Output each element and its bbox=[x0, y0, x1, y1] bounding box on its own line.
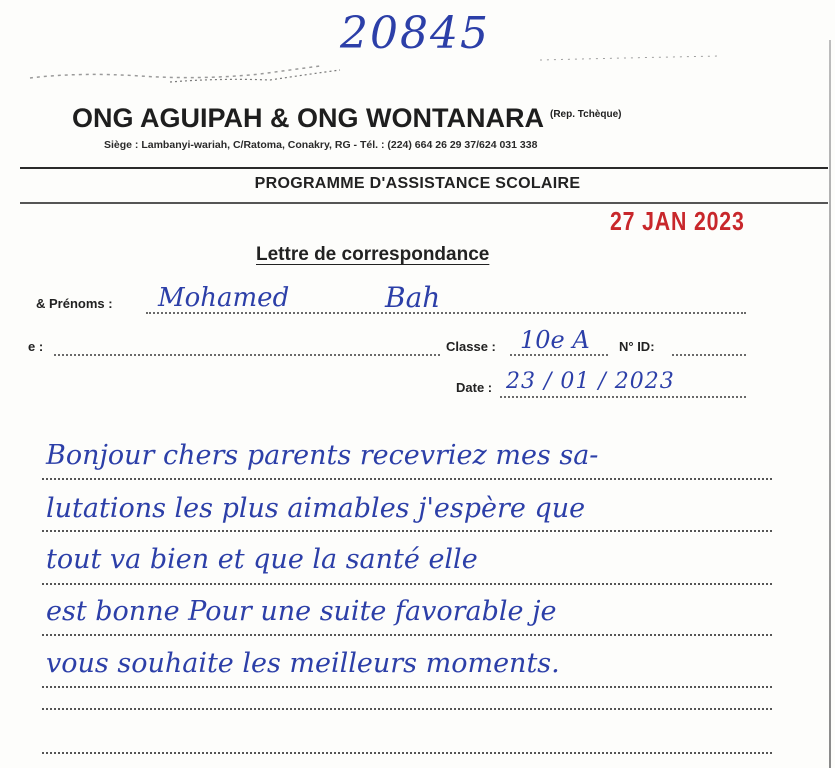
letter-rule-3 bbox=[42, 583, 772, 585]
letter-rule-4 bbox=[42, 634, 772, 636]
letter-rule-2 bbox=[42, 530, 772, 532]
letter-rule-6 bbox=[42, 708, 772, 710]
organization-note: (Rep. Tchèque) bbox=[549, 109, 622, 120]
letter-rule-5 bbox=[42, 686, 772, 688]
received-date-stamp: 27 JAN 2023 bbox=[610, 206, 745, 236]
letter-line-5: vous souhaite les meilleurs moments. bbox=[46, 648, 560, 679]
id-field-line bbox=[672, 354, 746, 356]
page-edge bbox=[829, 40, 831, 768]
first-name-value: Mohamed bbox=[158, 283, 290, 313]
letter-line-2: lutations les plus aimables j'espère que bbox=[46, 493, 586, 524]
class-value: 10e A bbox=[520, 326, 590, 354]
date-field-line bbox=[500, 396, 746, 398]
letter-line-1: Bonjour chers parents recevriez mes sa- bbox=[46, 440, 599, 471]
header-divider-bottom bbox=[20, 202, 828, 204]
letter-line-4: est bonne Pour une suite favorable je bbox=[46, 596, 557, 627]
organization-name: ONG AGUIPAH & ONG WONTANARA bbox=[72, 103, 544, 133]
header-divider-top bbox=[20, 167, 828, 169]
letter-title: Lettre de correspondance bbox=[256, 244, 490, 265]
organization-title bbox=[72, 103, 762, 134]
letter-line-3: tout va bien et que la santé elle bbox=[46, 544, 478, 575]
letter-rule-7 bbox=[42, 752, 772, 754]
school-field-line bbox=[54, 354, 440, 356]
organization-address: Siège : Lambanyi-wariah, C/Ratoma, Conakry, RG - Tél. : (224) 664 26 29 37/624 031 338 bbox=[104, 139, 538, 151]
last-name-value: Bah bbox=[385, 281, 441, 314]
school-label: e : bbox=[28, 339, 44, 354]
date-value: 23 / 01 / 2023 bbox=[506, 369, 675, 394]
class-label: Classe : bbox=[446, 339, 496, 354]
reference-number: 20845 bbox=[340, 8, 490, 59]
program-title: PROGRAMME D'ASSISTANCE SCOLAIRE bbox=[254, 175, 581, 192]
date-label: Date : bbox=[456, 380, 493, 395]
name-label: & Prénoms : bbox=[36, 296, 113, 311]
class-field-line bbox=[510, 354, 608, 356]
id-label: N° ID: bbox=[619, 339, 655, 354]
letter-rule-1 bbox=[42, 478, 772, 480]
